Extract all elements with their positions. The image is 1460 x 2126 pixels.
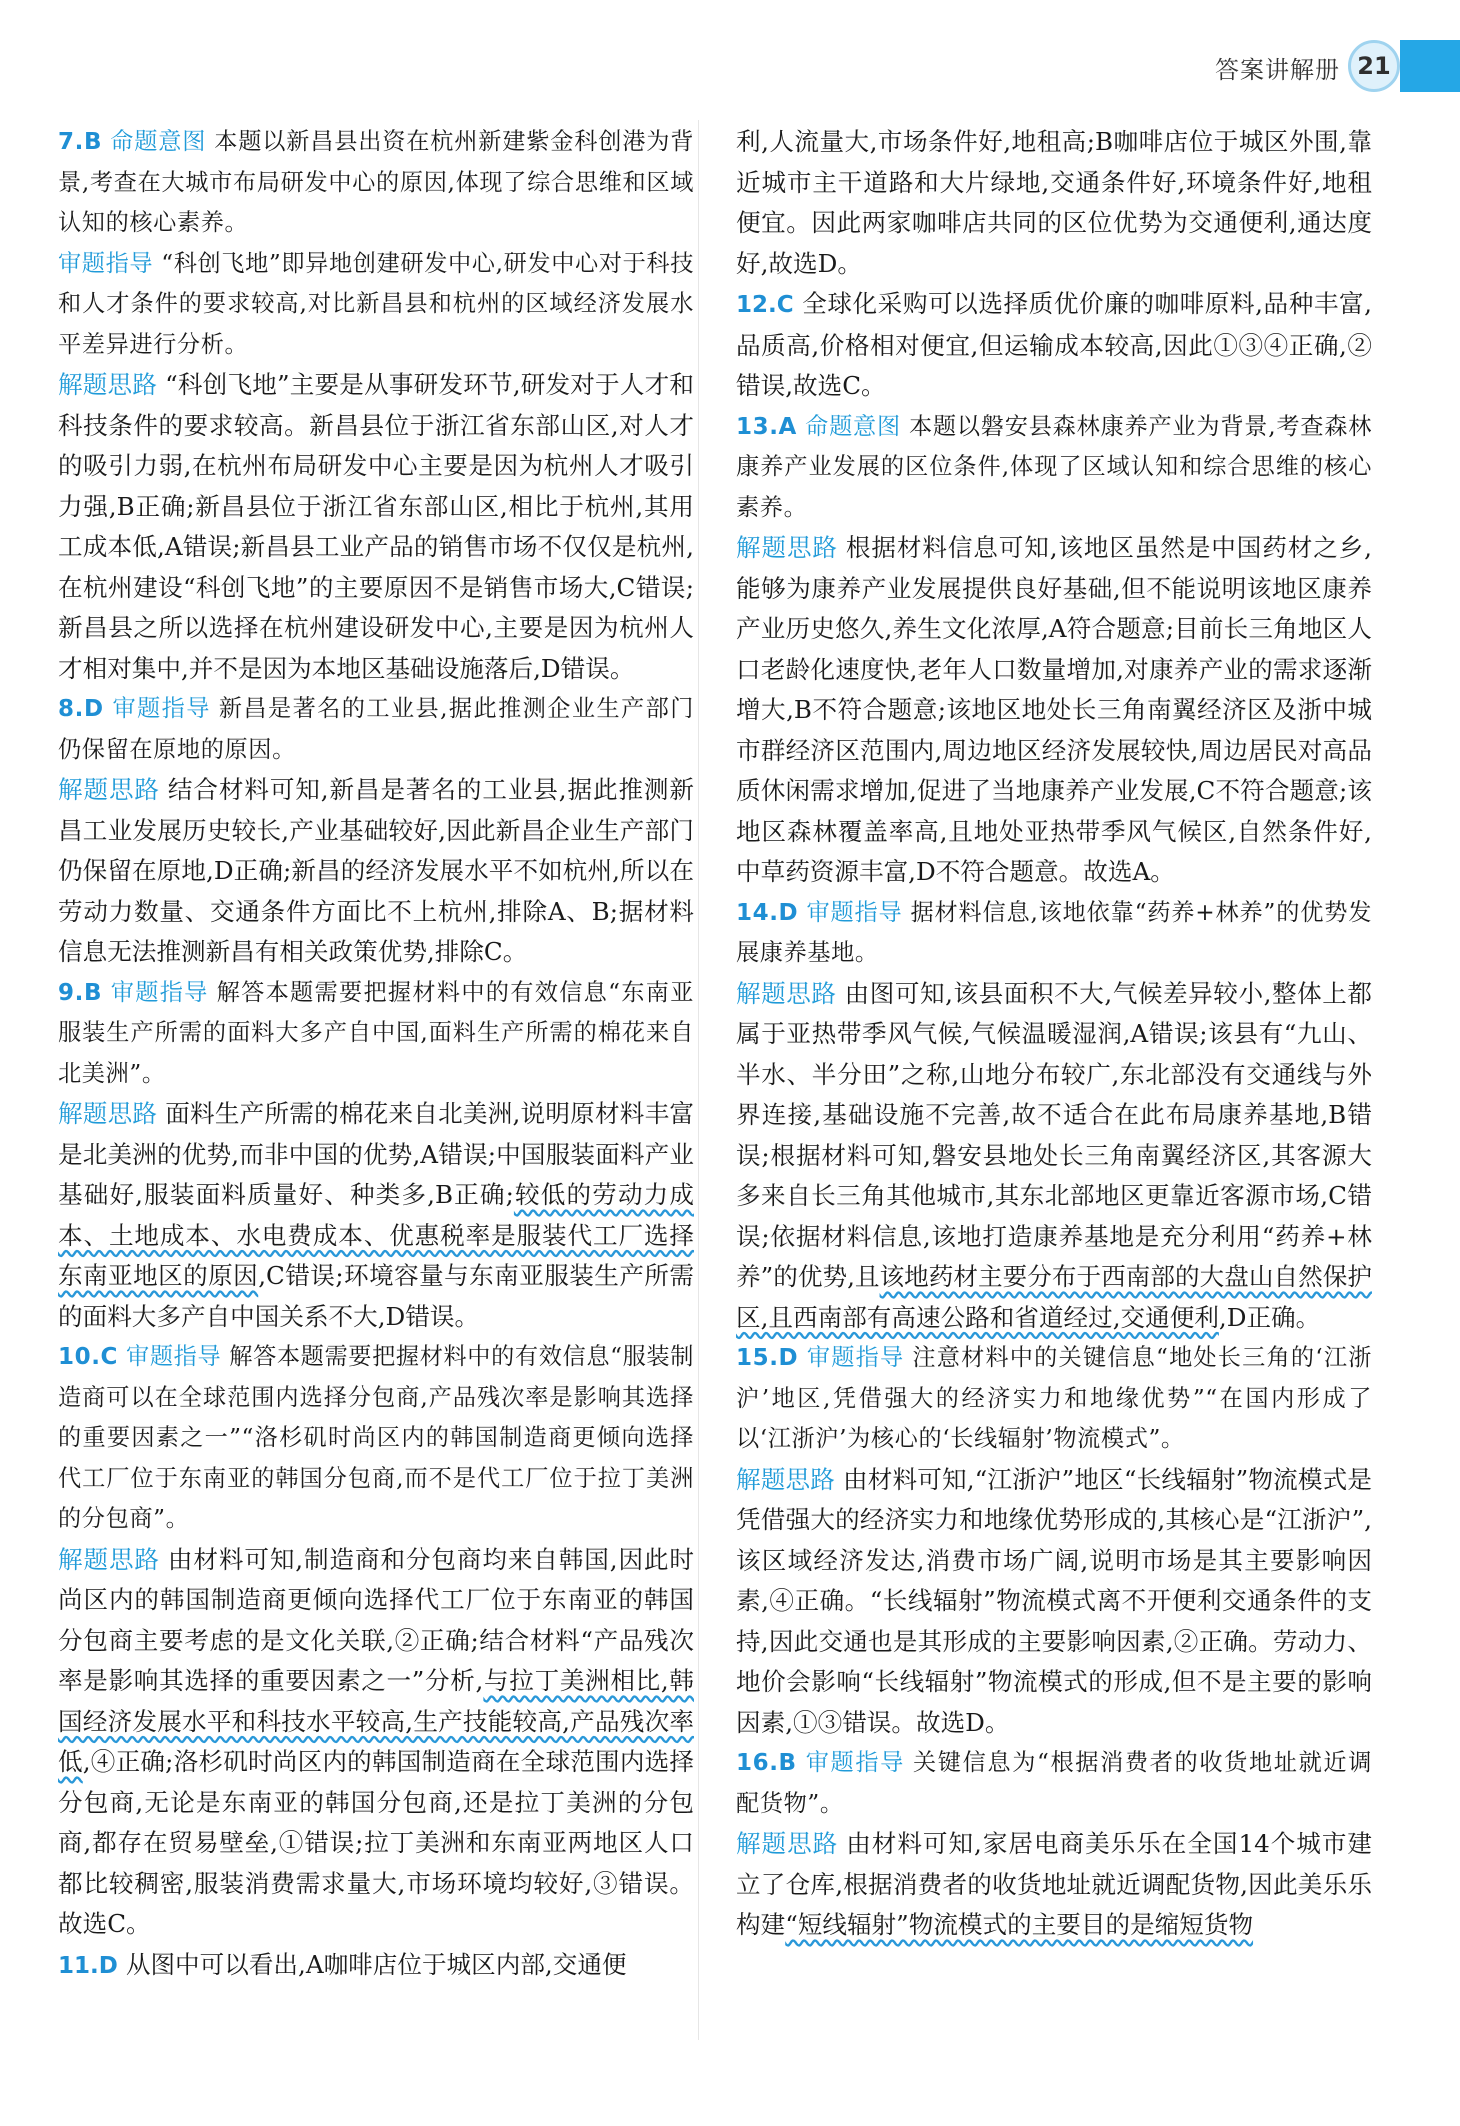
q7-guide — [58, 244, 694, 366]
tag-label: 审题指导 — [58, 249, 154, 277]
q16-guide — [736, 1743, 1372, 1824]
underlined-key-text: 较低的劳动力成本、土地成本、水电费成本、优惠税率是服装代工厂选择东南亚地区的原因 — [58, 1180, 694, 1290]
underlined-key-text: “短线辐射”物流模式的主要目的是缩短货物 — [785, 1910, 1254, 1939]
tag-label: 解题思路 — [58, 370, 158, 399]
q9-guide — [58, 973, 694, 1095]
tag-label: 解题思路 — [736, 533, 838, 562]
answer-number: 13.A — [736, 413, 797, 440]
paragraph-text: 解答本题需要把握材料中的有效信息“东南亚服装生产所需的面料大多产自中国,面料生产所需的棉花来自北美洲”。 — [58, 978, 694, 1087]
paragraph-text: 注意材料中的关键信息“地处长三角的‘江浙沪’地区,凭借强大的经济实力和地缘优势”“在国内形成了以‘江浙沪’为核心的‘长线辐射’物流模式”。 — [736, 1344, 1372, 1452]
paragraph-text: “科创飞地”即异地创建研发中心,研发中心对于科技和人才条件的要求较高,对比新昌县和杭州的区域经济发展水平差异进行分析。 — [58, 249, 694, 358]
q12-solution — [736, 284, 1372, 407]
tag-label: 审题指导 — [804, 1749, 905, 1776]
tag-label: 命题意图 — [110, 128, 207, 155]
paragraph-text: 从图中可以看出,A咖啡店位于城区内部,交通便 — [125, 1949, 627, 1979]
paragraph-text: 根据材料信息可知,该地区虽然是中国药材之乡,能够为康养产业发展提供良好基础,但不能说明该地区康养产业历史悠久,养生文化浓厚,A符合题意;目前长三角地区人口老龄化速度快,老年人口数量增加,对康养产业的需求逐渐增大,B不符合题意;该地区地处长三角南翼经济区及浙中城市群经济区范围内,周边地区经济发展较快,周边居民对高品质休闲需求增加,促进了当地康养产业发展,C不符合题意;该地区森林覆盖率高,且地处亚热带季风气候区,自然条件好,中草药资源丰富,D不符合题意。故选A。 — [736, 533, 1372, 886]
paragraph-text: ,④正确;洛杉矶时尚区内的韩国制造商在全球范围内选择分包商,无论是东南亚的韩国分包商,还是拉丁美洲的分包商,都存在贸易壁垒,①错误;拉丁美洲和东南亚两地区人口都比较稠密,服装消费需求量大,市场环境均较好,③错误。故选C。 — [58, 1747, 694, 1938]
column-divider — [698, 120, 699, 2040]
paragraph-text: 面料生产所需的棉花来自北美洲,说明原材料丰富是北美洲的优势,而非中国的优势,A错误;中国服装面料产业基础好,服装面料质量好、种类多,B正确; — [58, 1099, 694, 1209]
paragraph-text: 结合材料可知,新昌是著名的工业县,据此推测新昌工业发展历史较长,产业基础较好,因此新昌企业生产部门仍保留在原地,D正确;新昌的经济发展水平不如杭州,所以在劳动力数量、交通条件方面比不上杭州,排除A、B;据材料信息无法推测新昌有相关政策优势,排除C。 — [58, 775, 694, 966]
tag-label: 解题思路 — [736, 978, 837, 1008]
q13-intent — [736, 407, 1372, 529]
tag-label: 解题思路 — [58, 775, 160, 804]
paragraph-text: 新昌是著名的工业县,据此推测企业生产部门仍保留在原地的原因。 — [58, 695, 694, 763]
paragraph-text: 全球化采购可以选择质优价廉的咖啡原料,品种丰富,品质高,价格相对便宜,但运输成本较高,因此①③④正确,②错误,故选C。 — [736, 289, 1372, 400]
q11-continued — [736, 122, 1372, 284]
underlined-key-text: 该地药材主要分布于西南部的大盘山自然保护区,且西南部有高速公路和省道经过,交通便利 — [736, 1262, 1372, 1332]
q13-solution — [736, 528, 1372, 893]
page-header — [0, 40, 1460, 92]
q10-solution — [58, 1540, 694, 1945]
q14-guide — [736, 893, 1372, 974]
q15-solution — [736, 1460, 1372, 1744]
q7-intent — [58, 122, 694, 244]
left-column — [58, 122, 694, 1986]
paragraph-text: 由图可知,该县面积不大,气候差异较小,整体上都属于亚热带季风气候,气候温暖湿润,A错误;该县有“九山、半水、半分田”之称,山地分布较广,东北部没有交通线与外界连接,基础设施不完善,故不适合在此布局康养基地,B错误;根据材料可知,磐安县地处长三角南翼经济区,其客源大多来自长三角其他城市,其东北部地区更靠近客源市场,C错误;依据材料信息,该地打造康养基地是充分利用“药养+林养”的优势,且 — [736, 978, 1372, 1291]
tag-label: 解题思路 — [736, 1464, 836, 1494]
paragraph-text: 由材料可知,“江浙沪”地区“长线辐射”物流模式是凭借强大的经济实力和地缘优势形成的,其核心是“江浙沪”,该区域经济发达,消费市场广阔,说明市场是其主要影响因素,④正确。“长线辐射”物流模式离不开便利交通条件的支持,因此交通也是其形成的主要影响因素,②正确。劳动力、地价会影响“长线辐射”物流模式的形成,但不是主要的影响因素,①③错误。故选D。 — [736, 1464, 1372, 1737]
tag-label: 命题意图 — [804, 412, 901, 440]
paragraph-text: 本题以磐安县森林康养产业为背景,考查森林康养产业发展的区位条件,体现了区域认知和综合思维的核心素养。 — [736, 412, 1372, 521]
paragraph-text: “科创飞地”主要是从事研发环节,研发对于人才和科技条件的要求较高。新昌县位于浙江省东部山区,对人才的吸引力弱,在杭州布局研发中心主要是因为杭州人才吸引力强,B正确;新昌县位于浙江省东部山区,相比于杭州,其用工成本低,A错误;新昌县工业产品的销售市场不仅仅是杭州,在杭州建设“科创飞地”的主要原因不是销售市场大,C错误;新昌县之所以选择在杭州建设研发中心,主要是因为杭州人才相对集中,并不是因为本地区基础设施落后,D错误。 — [58, 370, 694, 683]
paragraph-text: 本题以新昌县出资在杭州新建紫金科创港为背景,考查在大城市布局研发中心的原因,体现了综合思维和区域认知的核心素养。 — [58, 128, 694, 236]
q11-start — [58, 1945, 694, 1987]
tag-label: 审题指导 — [806, 898, 903, 926]
q9-solution — [58, 1094, 694, 1337]
tag-label: 审题指导 — [806, 1344, 905, 1371]
tag-label: 解题思路 — [736, 1829, 839, 1858]
answer-number: 14.D — [736, 899, 799, 926]
answer-number: 7.B — [58, 129, 103, 155]
answer-number: 8.D — [58, 696, 104, 722]
q7-solution — [58, 365, 694, 689]
underlined-key-text: 与拉丁美洲相比,韩国经济发展水平和科技水平较高,生产技能较高,产品残次率低 — [58, 1666, 694, 1776]
tag-label: 解题思路 — [58, 1099, 158, 1128]
header-title: 答案讲解册 — [1215, 56, 1340, 84]
paragraph-text: 由材料可知,家居电商美乐乐在全国14个城市建立了仓库,根据消费者的收货地址就近调配货物,因此美乐乐构建 — [736, 1829, 1372, 1939]
answer-number: 15.D — [736, 1345, 799, 1371]
paragraph-text: 利,人流量大,市场条件好,地租高;B咖啡店位于城区外围,靠近城市主干道路和大片绿地,交通条件好,环境条件好,地租便宜。因此两家咖啡店共同的区位优势为交通便利,通达度好,故选D。 — [736, 127, 1372, 278]
paragraph-text: ,D正确。 — [1218, 1302, 1321, 1332]
right-column — [736, 122, 1372, 1946]
answer-number: 9.B — [58, 979, 103, 1006]
tag-label: 审题指导 — [110, 978, 209, 1006]
page-number: 21 — [1348, 40, 1400, 92]
paragraph-text: 解答本题需要把握材料中的有效信息“服装制造商可以在全球范围内选择分包商,产品残次率是影响其选择的重要因素之一”“洛杉矶时尚区内的韩国制造商更倾向选择代工厂位于东南亚的韩国分包商,而不是代工厂位于拉丁美洲的分包商”。 — [58, 1343, 694, 1532]
answer-number: 10.C — [58, 1344, 119, 1370]
answer-number: 16.B — [736, 1750, 797, 1776]
page-tab-marker — [1400, 40, 1460, 92]
q14-solution — [736, 974, 1372, 1339]
answer-number: 11.D — [58, 1952, 118, 1979]
tag-label: 审题指导 — [126, 1343, 222, 1370]
q8-guide — [58, 689, 694, 770]
paragraph-text: 关键信息为“根据消费者的收货地址就近调配货物”。 — [736, 1749, 1372, 1817]
q8-solution — [58, 770, 694, 973]
q10-guide — [58, 1337, 694, 1540]
q16-solution — [736, 1824, 1372, 1946]
q15-guide — [736, 1338, 1372, 1460]
tag-label: 审题指导 — [111, 695, 211, 722]
paragraph-text: ,C错误;环境容量与东南亚服装生产所需的面料大多产自中国关系不大,D错误。 — [58, 1261, 694, 1331]
tag-label: 解题思路 — [58, 1544, 160, 1574]
paragraph-text: 由材料可知,制造商和分包商均来自韩国,因此时尚区内的韩国制造商更倾向选择代工厂位于东南亚的韩国分包商主要考虑的是文化关联,②正确;结合材料“产品残次率是影响其选择的重要因素之一”分析, — [58, 1544, 694, 1695]
paragraph-text: 据材料信息,该地依靠“药养+林养”的优势发展康养基地。 — [736, 898, 1372, 966]
answer-number: 12.C — [736, 292, 794, 318]
